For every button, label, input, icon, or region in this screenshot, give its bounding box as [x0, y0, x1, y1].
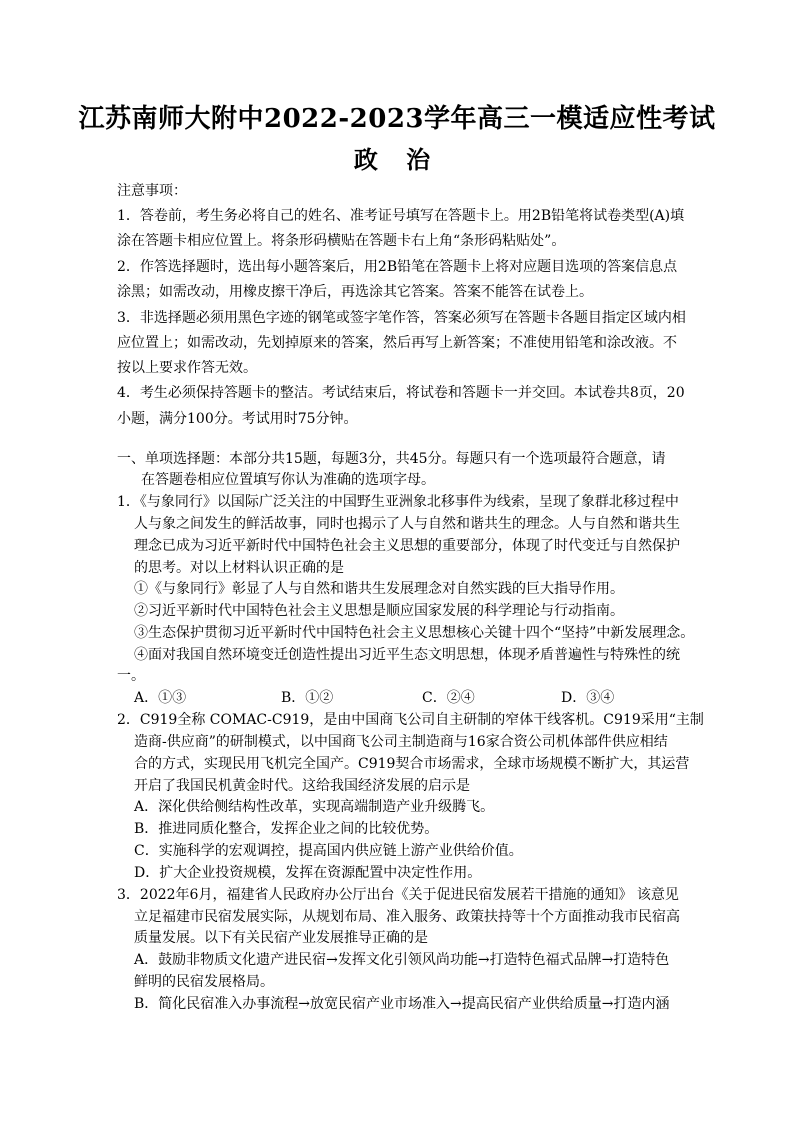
option-a[interactable]: A．深化供给侧结构性改革，实现高端制造产业升级腾飞。 — [134, 799, 495, 815]
question-1-statement: ④面对我国自然环境变迁创造性提出习近平生态文明思想，体现矛盾普遍性与特殊性的统 — [134, 647, 680, 663]
notice-line: 涂黑；如需改动，用橡皮擦干净后，再选涂其它答案。答案不能答在试卷上。 — [117, 284, 593, 300]
question-2-line: 合的方式，实现民用飞机完全国产。C919契合市场需求，全球市场规模不断扩大，其运营 — [134, 756, 690, 772]
notice-heading: 注意事项： — [117, 183, 187, 199]
option-c[interactable]: C．实施科学的宏观调控，提高国内供应链上游产业供给价值。 — [134, 843, 523, 859]
section-heading-cont: 在答题卷相应位置填写你认为准确的选项字母。 — [141, 472, 435, 488]
question-1-statement: ①《与象同行》彰显了人与自然和谐共生发展理念对自然实践的巨大指导作用。 — [134, 581, 624, 597]
question-3-line: 3．2022年6月，福建省人民政府办公厅出台《关于促进民宿发展若干措施的通知》 该意见 — [117, 887, 679, 903]
notice-line: 按以上要求作答无效。 — [117, 360, 257, 376]
option-d[interactable]: D．扩大企业投资规模，发挥在资源配置中决定性作用。 — [134, 865, 482, 881]
option-b[interactable]: B．推进同质化整合，发挥企业之间的比较优势。 — [134, 821, 439, 837]
option-c[interactable]: C．②④ — [422, 690, 475, 706]
notice-line: 小题，满分100分。考试用时75分钟。 — [117, 411, 358, 427]
question-3-line: 质量发展。以下有关民宿产业发展推导正确的是 — [134, 930, 428, 946]
question-1-options — [0, 688, 794, 708]
notice-line: 应位置上；如需改动，先划掉原来的答案，然后再写上新答案；不准使用铅笔和涂改液。不 — [117, 335, 677, 351]
option-a[interactable]: A．鼓励非物质文化遗产进民宿→发挥文化引领风尚功能→打造特色福式品牌→打造特色 — [134, 952, 670, 968]
notice-line: 1．答卷前，考生务必将自己的姓名、准考证号填写在答题卡上。用2B铅笔将试卷类型(A)填 — [117, 208, 685, 224]
option-b[interactable]: B．①② — [281, 690, 334, 706]
notice-line: 涂在答题卡相应位置上。将条形码横贴在答题卡右上角“条形码粘贴处”。 — [117, 233, 566, 249]
question-1-line: 理念已成为习近平新时代中国特色社会主义思想的重要部分，体现了时代变迁与自然保护 — [134, 538, 680, 554]
exam-title: 江苏南师大附中2022-2023学年高三一模适应性考试 — [78, 104, 716, 134]
option-a-cont: 鲜明的民宿发展格局。 — [134, 974, 274, 990]
question-1-statement-cont: 一。 — [117, 668, 145, 684]
question-1-statement: ②习近平新时代中国特色社会主义思想是顺应国家发展的科学理论与行动指南。 — [134, 603, 624, 619]
question-1-statement: ③生态保护贯彻习近平新时代中国特色社会主义思想核心关键十四个“坚持”中新发展理念。 — [134, 625, 695, 641]
section-heading: 一、单项选择题：本部分共15题，每题3分，共45分。每题只有一个选项最符合题意，请 — [117, 451, 666, 467]
option-d[interactable]: D．③④ — [561, 690, 615, 706]
question-3-line: 立足福建市民宿发展实际，从规划布局、准入服务、政策扶持等十个方面推动我市民宿高 — [134, 909, 680, 925]
option-b[interactable]: B．简化民宿准入办事流程→放宽民宿产业市场准入→提高民宿产业供给质量→打造内涵 — [134, 996, 670, 1012]
question-1-line: 1．《与象同行》以国际广泛关注的中国野生亚洲象北移事件为线索，呈现了象群北移过程中 — [117, 494, 679, 510]
option-a[interactable]: A．①③ — [134, 690, 187, 706]
exam-subject: 政 治 — [353, 145, 441, 174]
question-2-line: 造商-供应商”的研制模式，以中国商飞公司主制造商与16家合资公司机体部件供应相结 — [134, 734, 668, 750]
question-1-line: 的思考。对以上材料认识正确的是 — [134, 560, 344, 576]
question-1-line: 人与象之间发生的鲜活故事，同时也揭示了人与自然和谐共生的理念。人与自然和谐共生 — [134, 516, 680, 532]
notice-line: 4．考生必须保持答题卡的整洁。考试结束后，将试卷和答题卡一并交回。本试卷共8页，20 — [117, 385, 685, 401]
notice-line: 2．作答选择题时，选出每小题答案后，用2B铅笔在答题卡上将对应题目选项的答案信息点 — [117, 259, 678, 275]
notice-line: 3．非选择题必须用黑色字迹的钢笔或签字笔作答，答案必须写在答题卡各题目指定区域内相 — [117, 310, 686, 326]
question-2-line: 开启了我国民机黄金时代。这给我国经济发展的启示是 — [134, 778, 470, 794]
question-2-line: 2．C919全称 COMAC-C919，是由中国商飞公司自主研制的窄体干线客机。C919采用“主制 — [117, 712, 704, 728]
